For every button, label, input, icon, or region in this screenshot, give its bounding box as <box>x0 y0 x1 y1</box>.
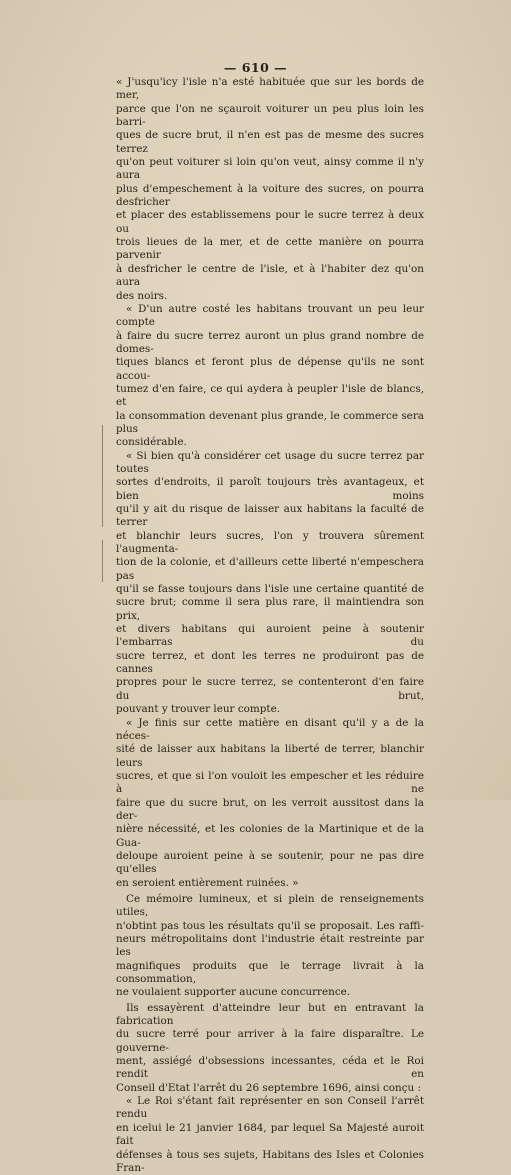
text-line: n'obtint pas tous les résultats qu'il se proposait. Les raffi- <box>116 920 424 933</box>
text-line: « Le Roi s'étant fait représenter en son Conseil l'arrêt rendu <box>116 1095 424 1122</box>
text-line: « Si bien qu'à considérer cet usage du sucre terrez par toutes <box>116 450 424 477</box>
text-line: neurs métropolitains dont l'industrie était restreinte par les <box>116 933 424 960</box>
page-number: — 610 — <box>0 60 511 75</box>
text-line: « D'un autre costé les habitans trouvant un peu leur compte <box>116 303 424 330</box>
text-line: qu'il y ait du risque de laisser aux habitans la faculté de terrer <box>116 503 424 530</box>
text-line: Conseil d'Etat l'arrêt du 26 septembre 1696, ainsi conçu : <box>116 1082 424 1095</box>
text-line: parce que l'on ne sçauroit voiturer un peu plus loin les barri- <box>116 103 424 130</box>
paragraph <box>116 893 424 1000</box>
text-line: sucre brut; comme il sera plus rare, il maintiendra son prix, <box>116 596 424 623</box>
text-line: tumez d'en faire, ce qui aydera à peupler l'isle de blancs, et <box>116 383 424 410</box>
text-line: la consommation devenant plus grande, le commerce sera plus <box>116 410 424 437</box>
text-line: tiques blancs et feront plus de dépense qu'ils ne sont accou- <box>116 356 424 383</box>
text-line: trois lieues de la mer, et de cette manière on pourra parvenir <box>116 236 424 263</box>
text-line: « J'usqu'icy l'isle n'a esté habituée que sur les bords de mer, <box>116 76 424 103</box>
paragraph <box>116 450 424 717</box>
text-line: considérable. <box>116 436 424 449</box>
text-line: sucre terrez, et dont les terres ne produiront pas de cannes <box>116 650 424 677</box>
paragraph <box>116 717 424 890</box>
text-line: défenses à tous ses sujets, Habitans des Isles et Colonies Fran- <box>116 1149 424 1175</box>
text-line: « Je finis sur cette matière en disant qu'il y a de la néces- <box>116 717 424 744</box>
margin-bracket <box>102 425 107 527</box>
text-line: faire que du sucre brut, on les verroit aussitost dans la der- <box>116 797 424 824</box>
text-line: du sucre terré pour arriver à la faire disparaître. Le gouverne- <box>116 1028 424 1055</box>
text-line: pouvant y trouver leur compte. <box>116 703 424 716</box>
text-line: qu'il se fasse toujours dans l'isle une certaine quantité de <box>116 583 424 596</box>
paragraph <box>116 1095 424 1175</box>
text-line: en icelui le 21 janvier 1684, par lequel Sa Majesté auroit fait <box>116 1122 424 1149</box>
text-line: sortes d'endroits, il paroît toujours très avantageux, et bien moins <box>116 476 424 503</box>
text-line: plus d'empeschement à la voiture des sucres, on pourra desfricher <box>116 183 424 210</box>
text-line: magnifiques produits que le terrage livrait à la consommation, <box>116 960 424 987</box>
text-line: deloupe auroient peine à se soutenir, pour ne pas dire qu'elles <box>116 850 424 877</box>
text-line: à faire du sucre terrez auront un plus grand nombre de domes- <box>116 330 424 357</box>
text-line: tion de la colonie, et d'ailleurs cette liberté n'empeschera pas <box>116 556 424 583</box>
text-line: ne voulaient supporter aucune concurrence. <box>116 986 424 999</box>
text-line: sucres, et que si l'on vouloit les empescher et les réduire à ne <box>116 770 424 797</box>
text-line: et placer des establissemens pour le sucre terrez à deux ou <box>116 209 424 236</box>
text-line: ques de sucre brut, il n'en est pas de mesme des sucres terrez <box>116 129 424 156</box>
text-line: des noirs. <box>116 290 424 303</box>
text-line: ment, assiégé d'obsessions incessantes, céda et le Roi rendit en <box>116 1055 424 1082</box>
margin-bracket <box>102 540 107 582</box>
text-line: propres pour le sucre terrez, se contenteront d'en faire du brut, <box>116 676 424 703</box>
paragraph <box>116 303 424 450</box>
text-line: Ils essayèrent d'atteindre leur but en entravant la fabrication <box>116 1002 424 1029</box>
text-line: et blanchir leurs sucres, l'on y trouvera sûrement l'augmenta- <box>116 530 424 557</box>
body-text <box>116 76 424 1175</box>
text-line: en seroient entièrement ruinées. » <box>116 877 424 890</box>
text-line: et divers habitans qui auroient peine à soutenir l'embarras du <box>116 623 424 650</box>
paragraph <box>116 1002 424 1095</box>
text-line: qu'on peut voiturer si loin qu'on veut, ainsy comme il n'y aura <box>116 156 424 183</box>
text-line: à desfricher le centre de l'isle, et à l'habiter dez qu'on aura <box>116 263 424 290</box>
text-line: nière nécessité, et les colonies de la Martinique et de la Gua- <box>116 823 424 850</box>
text-line: Ce mémoire lumineux, et si plein de renseignements utiles, <box>116 893 424 920</box>
paragraph <box>116 76 424 303</box>
text-line: sité de laisser aux habitans la liberté de terrer, blanchir leurs <box>116 743 424 770</box>
